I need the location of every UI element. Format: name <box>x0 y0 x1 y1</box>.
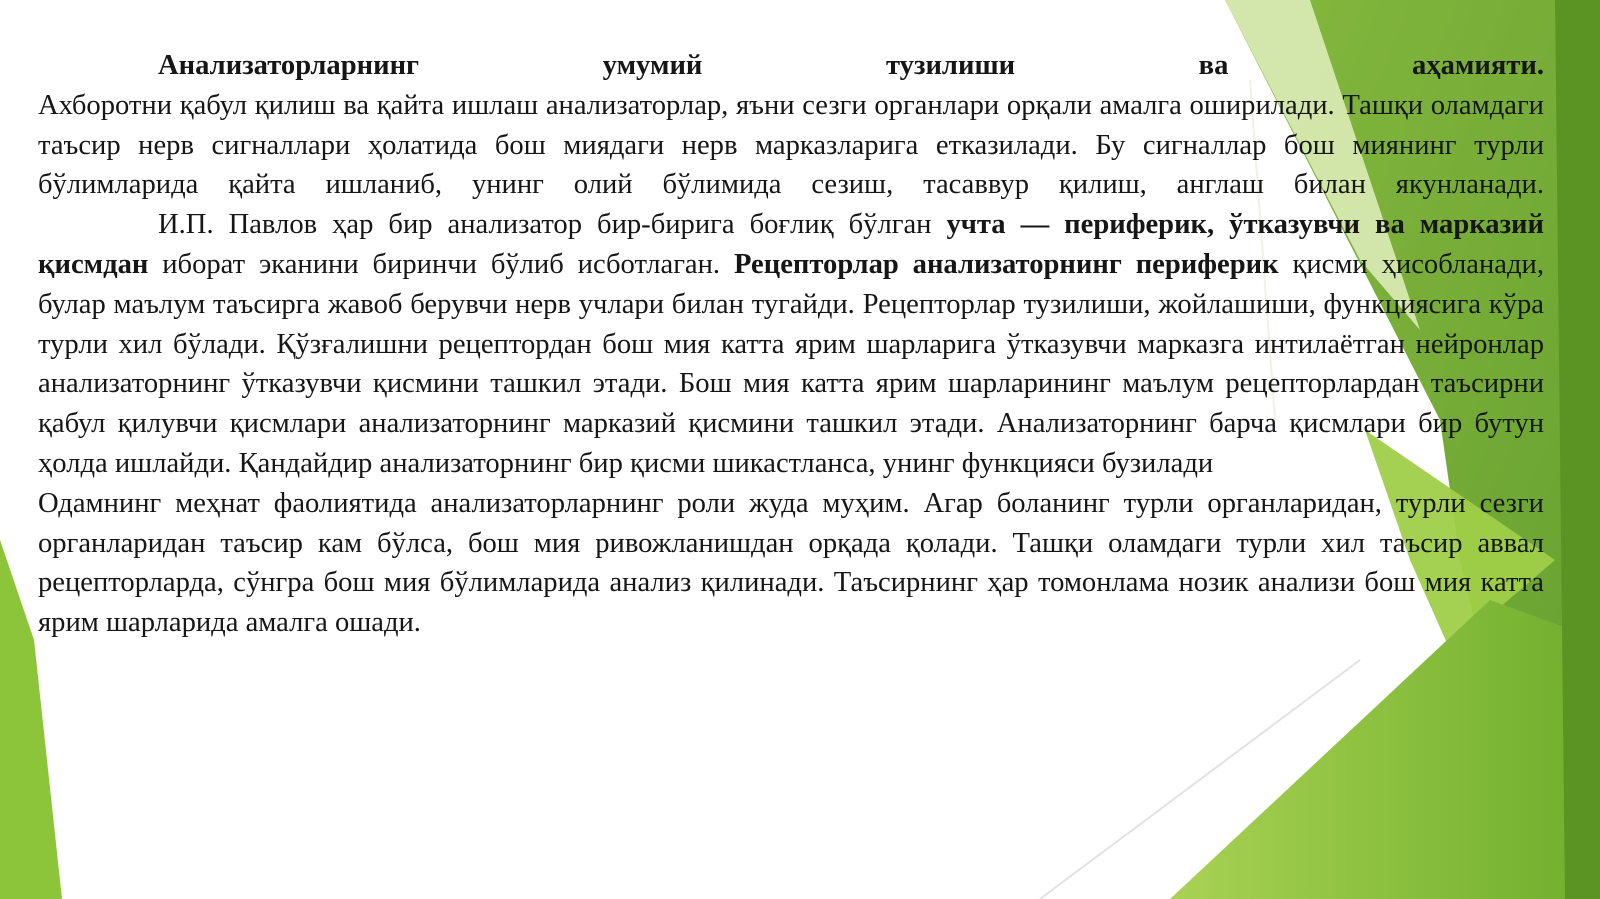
paragraph-2-bold-2: Рецепторлар анализаторнинг периферик <box>733 248 1279 280</box>
paragraph-3: Одамнинг меҳнат фаолиятида анализаторларнинг роли жуда муҳим. Агар боланинг турли органларидан, турли сезги органларидан таъсир кам бўлса, бош мия ривожланишдан орқада қолади. Ташқи оламдаги турли хил таъсир аввал рецепторларда, сўнгра бош мия бўлимларида анализ қилинади. Таъсирнинг ҳар томонлама нозик анализи бош мия катта ярим шарларида амалга ошади. <box>38 487 1544 639</box>
slide-title: Анализаторларнинг умумий тузилиши ва аҳамияти. <box>158 50 1544 81</box>
bottom-green-triangle <box>1170 600 1600 899</box>
paragraph-2-part-1: И.П. Павлов ҳар бир анализатор бир-бирига боғлиқ бўлган <box>158 209 947 241</box>
paragraph-2-part-3: қисми ҳисобланади, булар маълум таъсирга жавоб берувчи нерв учлари билан тугайди. Рецепторлар тузилиши, жойлашиши, функциясига кўра турли хил бўлади. Қўзғалишни рецептордан бош мия катта ярим шарларига ўтказувчи марказга интилаётган нейронлар анализаторнинг ўтказувчи қисмини ташкил этади. Бош мия катта ярим шарларининг маълум рецепторлардан таъсирни қабул қилувчи қисмлари анализаторнинг марказий қисмини ташкил этади. Анализаторнинг барча қисмлари бир бутун ҳолда ишлайди. Қандайдир анализаторнинг бир қисми шикастланса, унинг функцияси бузилади <box>38 248 1544 479</box>
paragraph-2-bold-1: учта — периферик, ўтказувчи ва марказий қисмдан <box>38 209 1545 280</box>
paragraph-1: Ахборотни қабул қилиш ва қайта ишлаш анализаторлар, яъни сезги органлари орқали амалга оширилади. Ташқи оламдаги таъсир нерв сигналлари ҳолатида бош миядаги нерв марказларига етказилади. Бу сигналлар бош миянинг турли бўлимларида қайта ишланиб, унинг олий бўлимида сезиш, тасаввур қилиш, англаш билан якунланади. <box>38 89 1544 201</box>
paragraph-2 <box>38 205 1544 484</box>
slide-text <box>38 46 1544 643</box>
paragraph-2-part-2: иборат эканини биринчи бўлиб исботлаган. <box>148 248 734 280</box>
